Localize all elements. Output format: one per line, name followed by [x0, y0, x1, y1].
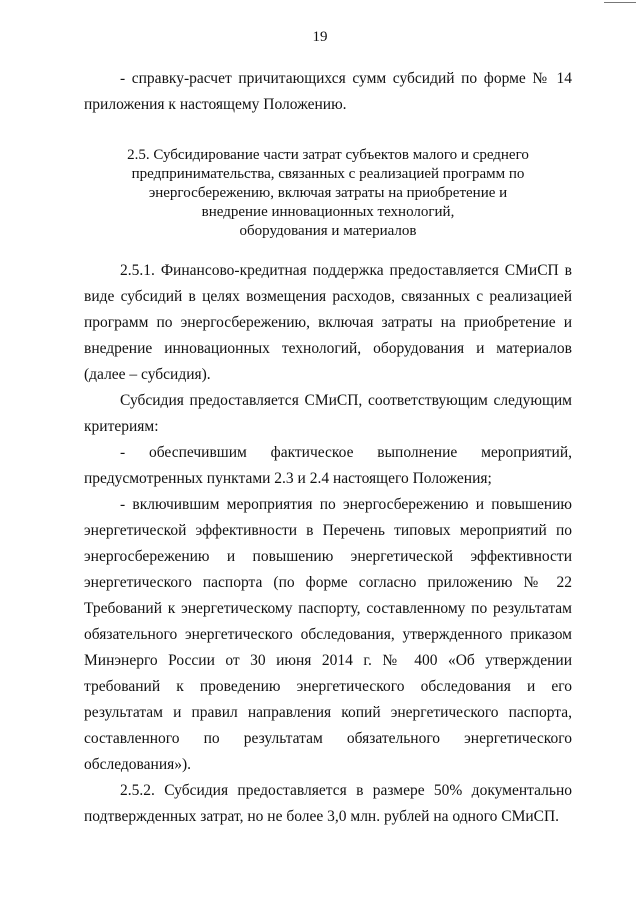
heading-line-5: оборудования и материалов — [239, 223, 417, 239]
criteria-item-2: - включившим мероприятия по энергосбережению и повышению энергетической эффективности в Перечень типовых мероприятий по энергосбережению и повышению энергетической эффективности энергетического паспорта (по форме согласно приложению № 22 Требований к энергетическому паспорту, составленному по результатам обязательного энергетического обследования, утвержденного приказом Минэнерго России от 30 июня 2014 г. № 400 «Об утверждении требований к проведению энергетического обследования и его результатам и правил направления копий энергетического паспорта, составленного по результатам обязательного энергетического обследования»). — [84, 496, 572, 773]
intro-item — [84, 66, 572, 118]
section-heading — [84, 146, 572, 241]
scan-corner-mark — [604, 2, 636, 3]
heading-line-2: предпринимательства, связанных с реализацией программ по — [131, 166, 525, 182]
intro-line-2: приложения к настоящему Положению. — [84, 96, 347, 113]
heading-line-3: энергосбережению, включая затраты на приобретение и — [148, 185, 508, 201]
heading-line-4: внедрение инновационных технологий, — [201, 204, 455, 220]
paragraph-2-5-1: 2.5.1. Финансово-кредитная поддержка предоставляется СМиСП в виде субсидий в целях возмещения расходов, связанных с реализацией программ по энергосбережению, включая затраты на приобретение и внедрение инновационных технологий, оборудования и материалов (далее – субсидия). — [84, 262, 572, 383]
heading-line-1: 2.5. Субсидирование части затрат субъектов малого и среднего — [127, 147, 529, 163]
page-number: 19 — [312, 29, 328, 45]
body-text — [84, 258, 572, 830]
intro-line-1: - справку-расчет причитающихся сумм субсидий по форме № 14 — [120, 70, 572, 87]
paragraph-2-5-2: 2.5.2. Субсидия предоставляется в размере 50% документально подтвержденных затрат, но не более 3,0 млн. рублей на одного СМиСП. — [84, 782, 572, 825]
criteria-item-1: - обеспечившим фактическое выполнение мероприятий, предусмотренных пунктами 2.3 и 2.4 настоящего Положения; — [84, 444, 572, 487]
paragraph-criteria: Субсидия предоставляется СМиСП, соответствующим следующим критериям: — [84, 392, 572, 435]
